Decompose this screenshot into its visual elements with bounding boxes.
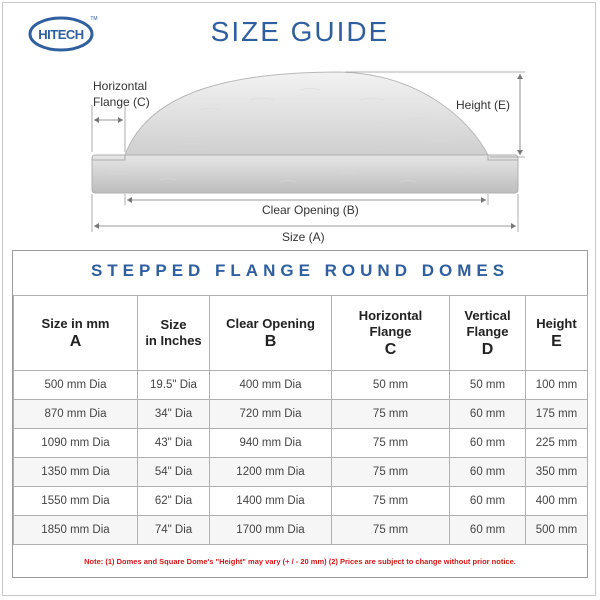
dome-body	[125, 72, 488, 155]
cell-height: 100 mm	[526, 371, 588, 400]
trademark: TM	[90, 16, 98, 22]
cell-horizontal-flange: 75 mm	[332, 487, 450, 516]
size-table-panel	[12, 250, 588, 578]
cell-height: 400 mm	[526, 487, 588, 516]
table-row	[14, 371, 588, 400]
horizontal-flange-label-line1: Horizontal	[93, 79, 148, 93]
horizontal-flange-label-line2: Flange (C)	[93, 95, 150, 109]
cell-clear-opening: 720 mm Dia	[210, 400, 332, 429]
cell-vertical-flange: 60 mm	[450, 400, 526, 429]
cell-size-inches: 62" Dia	[138, 487, 210, 516]
cell-horizontal-flange: 75 mm	[332, 429, 450, 458]
table-header-row	[14, 296, 588, 371]
cell-size-mm: 1350 mm Dia	[14, 458, 138, 487]
logo-text: HITECH	[38, 27, 84, 42]
table-row	[14, 516, 588, 545]
cell-size-inches: 74" Dia	[138, 516, 210, 545]
size-table	[13, 295, 588, 545]
cell-clear-opening: 1400 mm Dia	[210, 487, 332, 516]
cell-size-mm: 1850 mm Dia	[14, 516, 138, 545]
disclaimer-note: Note: (1) Domes and Square Dome's "Height" may vary (+ / - 20 mm) (2) Prices are subject to change without prior notice.	[84, 557, 516, 566]
page-title: SIZE GUIDE	[210, 16, 390, 47]
table-row	[14, 400, 588, 429]
horizontal-flange-label	[93, 78, 150, 110]
cell-vertical-flange: 60 mm	[450, 429, 526, 458]
dome-diagram	[0, 60, 600, 250]
header-size-mm: Size in mm A	[14, 296, 138, 371]
cell-size-mm: 1090 mm Dia	[14, 429, 138, 458]
cell-clear-opening: 1200 mm Dia	[210, 458, 332, 487]
table-row	[14, 487, 588, 516]
cell-height: 350 mm	[526, 458, 588, 487]
cell-clear-opening: 940 mm Dia	[210, 429, 332, 458]
cell-horizontal-flange: 75 mm	[332, 400, 450, 429]
dome-flange	[92, 155, 518, 193]
cell-vertical-flange: 50 mm	[450, 371, 526, 400]
cell-horizontal-flange: 75 mm	[332, 516, 450, 545]
header-height: Height E	[526, 296, 588, 371]
cell-size-mm: 870 mm Dia	[14, 400, 138, 429]
clear-opening-label: Clear Opening (B)	[262, 203, 359, 217]
table-title: STEPPED FLANGE ROUND DOMES	[90, 261, 510, 280]
cell-clear-opening: 400 mm Dia	[210, 371, 332, 400]
cell-vertical-flange: 60 mm	[450, 487, 526, 516]
header-size-inches: Size in Inches	[138, 296, 210, 371]
cell-height: 225 mm	[526, 429, 588, 458]
size-label: Size (A)	[282, 230, 325, 244]
header-vertical-flange: Vertical Flange D	[450, 296, 526, 371]
header-horizontal-flange: Horizontal Flange C	[332, 296, 450, 371]
cell-horizontal-flange: 50 mm	[332, 371, 450, 400]
cell-size-inches: 54" Dia	[138, 458, 210, 487]
cell-clear-opening: 1700 mm Dia	[210, 516, 332, 545]
table-row	[14, 458, 588, 487]
cell-vertical-flange: 60 mm	[450, 516, 526, 545]
cell-vertical-flange: 60 mm	[450, 458, 526, 487]
cell-size-mm: 1550 mm Dia	[14, 487, 138, 516]
cell-size-mm: 500 mm Dia	[14, 371, 138, 400]
table-row	[14, 429, 588, 458]
height-label: Height (E)	[456, 98, 511, 112]
header-clear-opening: Clear Opening B	[210, 296, 332, 371]
cell-size-inches: 34" Dia	[138, 400, 210, 429]
cell-size-inches: 43" Dia	[138, 429, 210, 458]
cell-height: 175 mm	[526, 400, 588, 429]
cell-height: 500 mm	[526, 516, 588, 545]
cell-size-inches: 19.5" Dia	[138, 371, 210, 400]
cell-horizontal-flange: 75 mm	[332, 458, 450, 487]
